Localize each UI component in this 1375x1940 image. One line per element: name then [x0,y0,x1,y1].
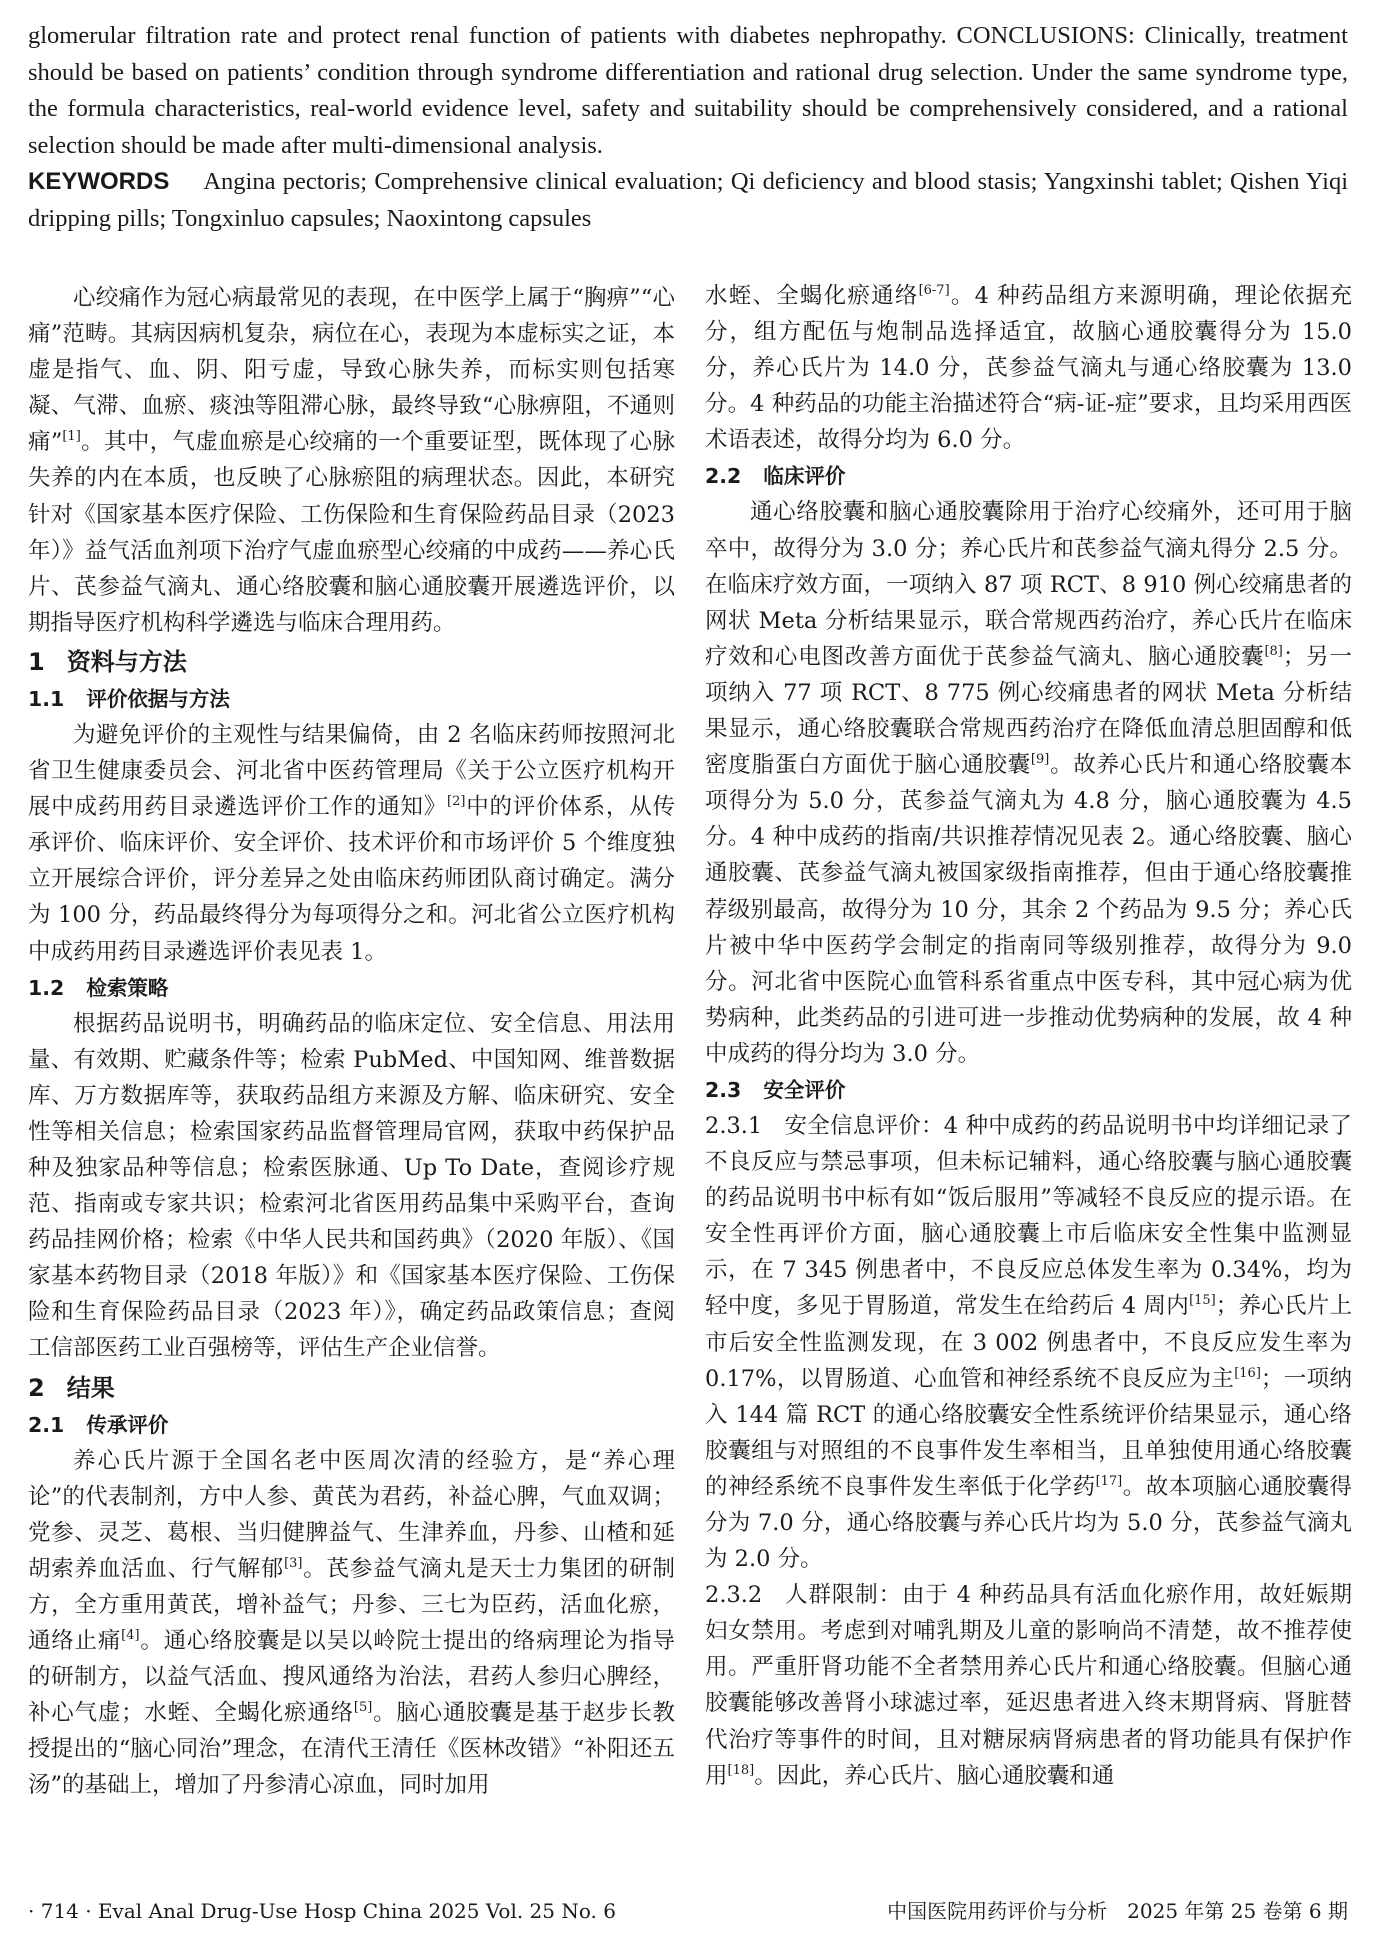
footer-journal-cn: 中国医院用药评价与分析 2025 年第 25 卷第 6 期 [887,1899,1348,1923]
section-heading-2: 2 结果 [28,1373,115,1402]
keywords-list: Angina pectoris; Comprehensive clinical evaluation; Qi deficiency and blood stasis; Yangxinshi tablet; Qishen Yiqi dripping pills; Tongxinluo capsules; Naoxintong capsules [28,168,1348,232]
keywords-line [28,164,1348,237]
subsection-number: 2.3.2 [705,1582,763,1609]
right-column [705,278,1352,1794]
citation-ref: [17] [1095,1473,1123,1489]
citation-ref: [1] [62,429,81,445]
citation-ref: [2] [447,794,466,810]
paragraph-2-2: 通心络胶囊和脑心通胶囊除用于治疗心绞痛外，还可用于脑卒中，故得分为 3.0 分；养心氏片和芪参益气滴丸得分 2.5 分。在临床疗效方面，一项纳入 87 项 RCT、8 910 例心绞痛患者的网状 Meta 分析结果显示，联合常规西药治疗，养心氏片在临床疗效和心电图改善方面优于芪参益气滴丸、脑心通胶囊[8]；另一项纳入 77 项 RCT、8 775 例心绞痛患者的网状 Meta 分析结果显示，通心络胶囊联合常规西药治疗在降低血清总胆固醇和低密度脂蛋白方面优于脑心通胶囊[9]。故养心氏片和通心络胶囊本项得分为 5.0 分，芪参益气滴丸为 4.8 分，脑心通胶囊为 4.5 分。4 种中成药的指南/共识推荐情况见表 2。通心络胶囊、脑心通胶囊、芪参益气滴丸被国家级指南推荐，但由于通心络胶囊推荐级别最高，故得分为 10 分，其余 2 个药品为 9.5 分；养心氏片被中华中医药学会制定的指南同等级别推荐，故得分为 9.0 分。河北省中医院心血管科系省重点中医专科，其中冠心病为优势病种，此类药品的引进可进一步推动优势病种的发展，故 4 种中成药的得分均为 3.0 分。 [705,499,1352,1067]
paragraph-2-1-continued: 水蛭、全蝎化瘀通络[6-7]。4 种药品组方来源明确，理论依据充分，组方配伍与炮制品选择适宜，故脑心通胶囊得分为 15.0 分，养心氏片为 14.0 分，芪参益气滴丸与通心络胶囊为 13.0 分。4 种药品的功能主治描述符合“病-证-症”要求，且均采用西医术语表述，故得分均为 6.0 分。 [705,283,1352,454]
paragraph-1-1: 为避免评价的主观性与结果偏倚，由 2 名临床药师按照河北省卫生健康委员会、河北省中医药管理局《关于公立医疗机构开展中成药用药目录遴选评价工作的通知》[2]中的评价体系，从传承评价、临床评价、安全评价、技术评价和市场评价 5 个维度独立开展综合评价，评分差异之处由临床药师团队商讨确定。满分为 100 分，药品最终得分为每项得分之和。河北省公立医疗机构中成药用药目录遴选评价表见表 1。 [28,721,675,965]
citation-ref: [15] [1189,1293,1216,1309]
footer-journal-en: · 714 · Eval Anal Drug-Use Hosp China 2025 Vol. 25 No. 6 [28,1899,616,1923]
paragraph-2-3-1: 2.3.1 安全信息评价：4 种中成药的药品说明书中均详细记录了不良反应与禁忌事项，但未标记辅料，通心络胶囊与脑心通胶囊的药品说明书中标有如“饭后服用”等减轻不良反应的提示语。在安全性再评价方面，脑心通胶囊上市后临床安全性集中监测显示，在 7 345 例患者中，不良反应总体发生率为 0.34%，均为轻中度，多见于胃肠道，常发生在给药后 4 周内[15]；养心氏片上市后安全性监测发现，在 3 002 例患者中，不良反应发生率为 0.17%，以胃肠道、心血管和神经系统不良反应为主[16]；一项纳入 144 篇 RCT 的通心络胶囊安全性系统评价结果显示，通心络胶囊组与对照组的不良事件发生率相当，且单独使用通心络胶囊的神经系统不良事件发生率低于化学药[17]。故本项脑心通胶囊得分为 7.0 分，通心络胶囊与养心氏片均为 5.0 分，芪参益气滴丸为 2.0 分。 [705,1108,1352,1577]
section-heading-1: 1 资料与方法 [28,647,187,676]
citation-ref: [8] [1264,643,1283,659]
keywords-label: KEYWORDS [28,168,170,195]
section-heading-1-1: 1.1 评价依据与方法 [28,686,230,711]
citation-ref: [3] [284,1555,303,1571]
citation-ref: [6-7] [918,283,950,298]
abstract-block [28,18,1348,237]
citation-ref: [5] [353,1700,373,1716]
section-heading-2-3: 2.3 安全评价 [705,1077,846,1102]
paragraph-2-3-2: 2.3.2 人群限制：由于 4 种药品具有活血化瘀作用，故妊娠期妇女禁用。考虑到对哺乳期及儿童的影响尚不清楚，故不推荐使用。严重肝肾功能不全者禁用养心氏片和通心络胶囊。但脑心通胶囊能够改善肾小球滤过率，延迟患者进入终末期肾病、肾脏替代治疗等事件的时间，且对糖尿病肾病患者的肾功能具有保护作用[18]。因此，养心氏片、脑心通胶囊和通 [705,1577,1352,1794]
left-column [28,280,675,1803]
paragraph-2-1: 养心氏片源于全国名老中医周次清的经验方，是“养心理论”的代表制剂，方中人参、黄芪为君药，补益心脾，气血双调；党参、灵芝、葛根、当归健脾益气、生津养血，丹参、山楂和延胡索养血活血、行气解郁[3]。芪参益气滴丸是天士力集团的研制方，全方重用黄芪，增补益气；丹参、三七为臣药，活血化瘀，通络止痛[4]。通心络胶囊是以吴以岭院士提出的络病理论为指导的研制方，以益气活血、搜风通络为治法，君药人参归心脾经，补心气虚；水蛭、全蝎化瘀通络[5]。脑心通胶囊是基于赵步长教授提出的“脑心同治”理念，在清代王清任《医林改错》“补阳还五汤”的基础上，增加了丹参清心凉血，同时加用 [28,1447,675,1799]
citation-ref: [4] [121,1628,140,1643]
citation-ref: [16] [1234,1365,1261,1381]
section-heading-2-2: 2.2 临床评价 [705,464,846,489]
section-heading-2-1: 2.1 传承评价 [28,1412,169,1437]
abstract-text: glomerular filtration rate and protect renal function of patients with diabetes nephropathy. CONCLUSIONS: Clinically, treatment should be based on patients’ condition through syndrome differentiation and rational drug selection. Under the same syndrome type, the formula characteristics, real-world evidence level, safety and suitability should be comprehensively considered, and a rational selection should be made after multi-dimensional analysis. [28,22,1348,159]
paragraph-1-2: 根据药品说明书，明确药品的临床定位、安全信息、用法用量、有效期、贮藏条件等；检索 PubMed、中国知网、维普数据库、万方数据库等，获取药品组方来源及方解、临床研究、安全性等相关信息；检索国家药品监督管理局官网，获取中药保护品种及独家品种等信息；检索医脉通、Up To Date，查阅诊疗规范、指南或专家共识；检索河北省医用药品集中采购平台，查询药品挂网价格；检索《中华人民共和国药典》（2020 年版）、《国家基本药物目录（2018 年版）》和《国家基本医疗保险、工伤保险和生育保险药品目录（2023 年）》，确定药品政策信息；查阅工信部医药工业百强榜等，评估生产企业信誉。 [28,1010,675,1362]
citation-ref: [9] [1030,752,1050,768]
intro-paragraph: 心绞痛作为冠心病最常见的表现，在中医学上属于“胸痹”“心痛”范畴。其病因病机复杂，病位在心，表现为本虚标实之证，本虚是指气、血、阴、阳亏虚，导致心脉失养，而标实则包括寒凝、气滞、血瘀、痰浊等阻滞心脉，最终导致“心脉痹阻，不通则痛”[1]。其中，气虚血瘀是心绞痛的一个重要证型，既体现了心脉失养的内在本质，也反映了心脉瘀阻的病理状态。因此，本研究针对《国家基本医疗保险、工伤保险和生育保险药品目录（2023 年）》益气活血剂项下治疗气虚血瘀型心绞痛的中成药——养心氏片、芪参益气滴丸、通心络胶囊和脑心通胶囊开展遴选评价，以期指导医疗机构科学遴选与临床合理用药。 [28,285,675,636]
citation-ref: [18] [727,1762,755,1778]
subsection-number: 2.3.1 [705,1112,763,1139]
section-heading-1-2: 1.2 检索策略 [28,975,169,1000]
